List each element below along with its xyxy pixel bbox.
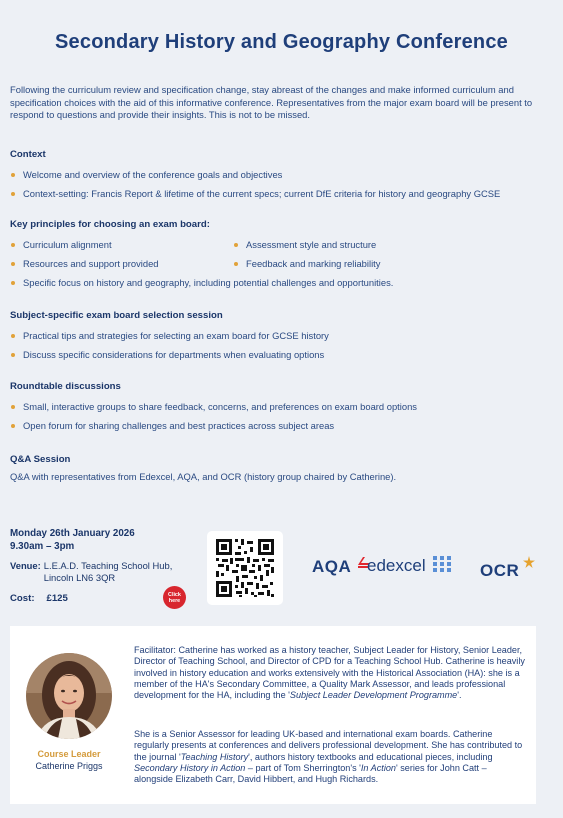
- venue-label: Venue:: [10, 560, 41, 571]
- roundtable-list: [10, 397, 556, 435]
- ocr-logo: [480, 556, 535, 581]
- principles-heading: Key principles for choosing an exam board:: [10, 219, 210, 230]
- context-heading: Context: [10, 149, 46, 160]
- qr-code-icon: [214, 537, 276, 599]
- venue-line-2: Lincoln LN6 3QR: [43, 571, 116, 583]
- cost-label: Cost:: [10, 593, 35, 604]
- list-item: Resources and support provided: [10, 254, 233, 273]
- qa-heading: Q&A Session: [10, 454, 71, 465]
- ocr-star-icon: [523, 556, 535, 568]
- list-item: Context-setting: Francis Report & lifetime of the current specs; current DfE criteria for history and geography GCSE: [10, 184, 556, 203]
- event-date: Monday 26th January 2026: [10, 528, 135, 539]
- subject-session-section: [10, 310, 556, 364]
- principles-section: [10, 219, 556, 292]
- bio-text: She is a Senior Assessor for leading UK-based and international exam boards. Catherine regularly presents at conferences and delivers professional development. She has contributed to the journal ': [134, 729, 523, 762]
- exam-board-logos: [312, 556, 552, 578]
- avatar: [26, 653, 112, 739]
- edexcel-logo: [367, 556, 451, 576]
- edexcel-dots-icon: [433, 556, 451, 572]
- qa-section: [10, 454, 556, 483]
- bio-italic: Teaching History: [180, 751, 249, 762]
- bio-text-1: [134, 645, 526, 701]
- aqa-logo-text: AQA: [312, 557, 351, 576]
- list-item: Feedback and marking reliability: [233, 254, 533, 273]
- event-time: 9.30am – 3pm: [10, 540, 75, 552]
- principles-grid: [10, 235, 556, 273]
- principles-list: [10, 273, 556, 292]
- portrait-image: [26, 653, 112, 739]
- click-label-2: here: [168, 597, 181, 604]
- roundtable-section: [10, 381, 556, 435]
- course-leader-name: Catherine Priggs: [35, 761, 103, 771]
- click-label-1: Click: [168, 591, 181, 598]
- bio-paragraph-1: [134, 645, 526, 701]
- cost-value: £125: [46, 593, 68, 604]
- bio-italic: Subject Leader Development Programme: [289, 690, 458, 701]
- bio-italic: Secondary History in Action: [134, 762, 246, 773]
- qa-text: Q&A with representatives from Edexcel, AQA, and OCR (history group chaired by Catherine).: [10, 471, 397, 482]
- aqa-logo: [312, 556, 371, 577]
- subject-session-heading: Subject-specific exam board selection session: [10, 310, 223, 321]
- bio-text-2: [134, 729, 526, 785]
- list-item: Assessment style and structure: [233, 235, 533, 254]
- list-item: Welcome and overview of the conference goals and objectives: [10, 165, 556, 184]
- list-item: Small, interactive groups to share feedback, concerns, and preferences on exam board options: [10, 397, 556, 416]
- context-section: [10, 149, 556, 203]
- qr-code[interactable]: [207, 531, 283, 605]
- course-leader-card: [10, 626, 536, 804]
- venue-line-1: L.E.A.D. Teaching School Hub,: [43, 560, 173, 571]
- subject-session-list: [10, 326, 556, 364]
- list-item: Discuss specific considerations for departments when evaluating options: [10, 345, 556, 364]
- context-list: [10, 165, 556, 203]
- venue-address: [44, 560, 173, 583]
- list-item: Open forum for sharing challenges and best practices across subject areas: [10, 416, 556, 435]
- bio-italic: In Action: [360, 762, 396, 773]
- bio-text: ' series for John Catt – alongside Elizabeth Carr, David Hibbert, and Hugh Richards.: [134, 762, 487, 785]
- page-title: Secondary History and Geography Conference: [55, 31, 508, 53]
- course-leader-label: Course Leader: [37, 749, 101, 759]
- list-item: Curriculum alignment: [10, 235, 233, 254]
- bio-text: '.: [457, 690, 462, 701]
- list-item: Specific focus on history and geography, including potential challenges and opportunities.: [10, 273, 556, 292]
- click-here-button[interactable]: [163, 586, 186, 609]
- intro-paragraph: Following the curriculum review and specification change, stay abreast of the changes and make informed curriculum and specification choices with the aid of this informative conference. Representatives from the major exam board will be present to respond to questions and provide their insights. This is not to be missed.: [10, 84, 533, 121]
- event-venue: [10, 560, 210, 583]
- roundtable-heading: Roundtable discussions: [10, 381, 121, 392]
- bio-text: Facilitator: Catherine has worked as a history teacher, Subject Leader for History, Senior Leader, Director of Teaching School, and Director of CPD for a Teaching School Hub. Catherine is heavily involved in history education and works extensively with the Historical Association (HA): she is a member of the HA's Secondary Committee, a Quality Mark Assessor, and leads professional development for the HA, including the ': [134, 645, 525, 701]
- list-item: Practical tips and strategies for selecting an exam board for GCSE history: [10, 326, 556, 345]
- bio-text: – part of Tom Sherrington's ': [245, 762, 361, 773]
- bio-paragraph-2: [134, 729, 526, 785]
- bio-text: ', authors history textbooks and educational pieces, including: [248, 751, 493, 762]
- edexcel-logo-text: edexcel: [367, 556, 426, 575]
- ocr-logo-text: OCR: [480, 561, 520, 580]
